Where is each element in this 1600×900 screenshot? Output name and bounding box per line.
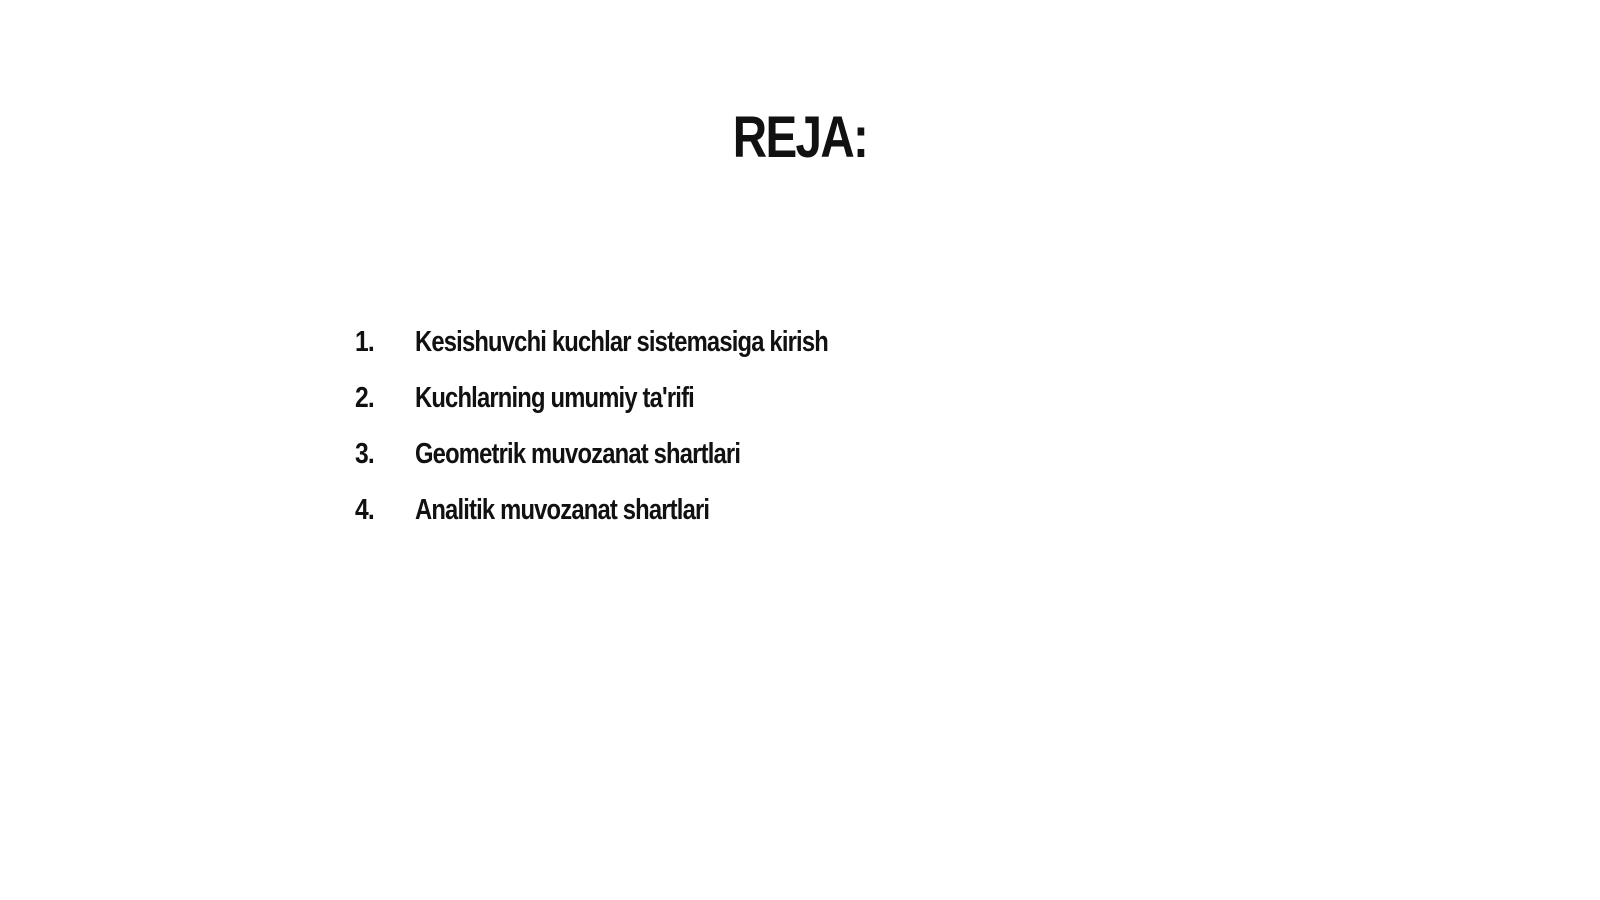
list-item-number: 1. bbox=[355, 326, 374, 358]
slide-title: REJA: bbox=[732, 105, 868, 170]
list-item bbox=[355, 326, 919, 382]
plan-list bbox=[355, 326, 919, 550]
list-item-text: Geometrik muvozanat shartlari bbox=[415, 438, 741, 470]
list-item-number: 2. bbox=[355, 382, 374, 414]
list-item-text: Kesishuvchi kuchlar sistemasiga kirish bbox=[415, 326, 828, 358]
list-item-number: 3. bbox=[355, 438, 374, 470]
list-item-text: Analitik muvozanat shartlari bbox=[415, 494, 710, 526]
list-item bbox=[355, 438, 919, 494]
list-item bbox=[355, 494, 919, 550]
list-item-text: Kuchlarning umumiy ta'rifi bbox=[415, 382, 694, 414]
list-item-number: 4. bbox=[355, 494, 374, 526]
list-item bbox=[355, 382, 919, 438]
